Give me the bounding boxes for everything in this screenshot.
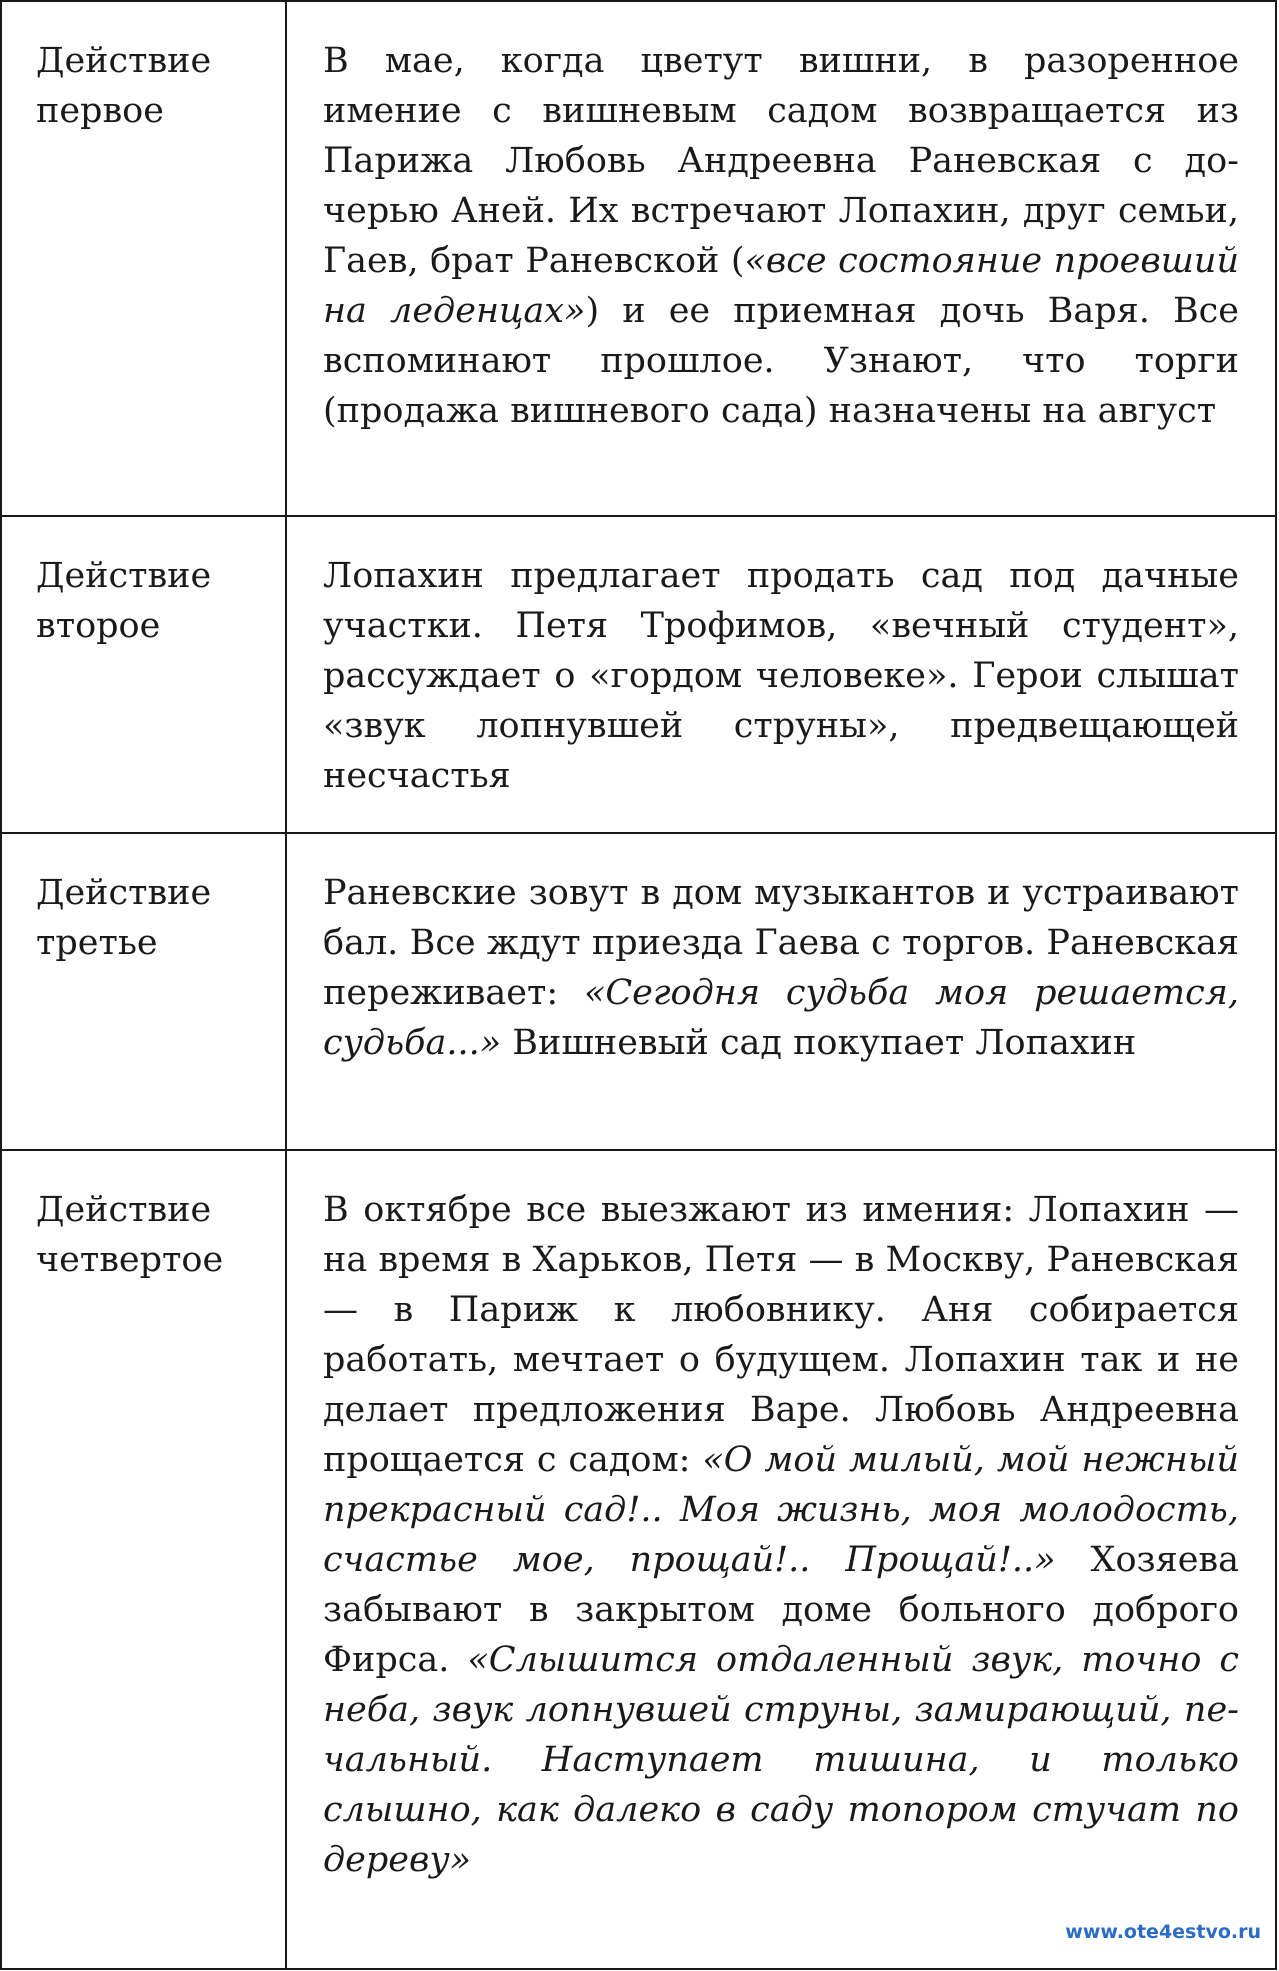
summary-segment: В октябре все выезжают из имения: Лопахин — на время в Харьков, Петя — в Москву, Раневская — в Париж к любовнику. Аня собирается работать, мечтает о будущем. Лопахин так и не делает предложения Варе. Любовь Андреевна прощается с садом: (323, 1190, 1239, 1480)
act-summary (287, 834, 1275, 1098)
summary-segment: Вишневый сад покупает Лопахин (501, 1023, 1137, 1063)
act-summary-cell (286, 1150, 1276, 1969)
table-row (1, 833, 1276, 1150)
table-row (1, 1, 1276, 516)
quotation-segment: «Сегодня судьба моя решается, судьба...» (323, 973, 1240, 1063)
act-name-cell (1, 516, 286, 833)
act-name-cell (1, 1150, 286, 1969)
act-summary (287, 1151, 1275, 1915)
quotation-segment: «Слышится отдаленный звук, точно с неба, звук лопнувшей струны, замирающий, печальный. Наступает тишина, и только слышно, как далеко в саду топором стучат по дереву» (323, 1640, 1239, 1880)
summary-segment: В мае, когда цветут вишни, в разоренное имение с вишневым садом возвращается из Парижа Любовь Андреевна Раневская с дочерью Аней. Их встречают Лопахин, друг семьи, Гаев, брат Раневской ( (323, 41, 1239, 281)
act-name-cell (1, 1, 286, 516)
act-label: Действие третье (36, 873, 212, 963)
summary-segment: ) и ее приемная дочь Варя. Все вспоминают прошлое. Узнают, что торги (продажа вишневого сада) назначены на август (323, 291, 1240, 431)
act-summary-cell (286, 1, 1276, 516)
act-summary-cell (286, 833, 1276, 1150)
act-summary (287, 2, 1275, 466)
quotation-segment: «О мой милый, мой нежный прекрасный сад!.. Моя жизнь, моя молодость, счастье мое, прощай!.. Прощай!..» (323, 1440, 1240, 1580)
act-label: Действие первое (36, 41, 212, 131)
act-label: Действие четвертое (36, 1190, 224, 1280)
act-summary (287, 517, 1275, 831)
quotation-segment: «все состояние проевший на леденцах» (323, 241, 1239, 331)
act-label: Действие второе (36, 556, 212, 646)
table-row (1, 1150, 1276, 1969)
summary-segment: Раневские зовут в дом музыкантов и устраивают бал. Все ждут приезда Гаева с торгов. Раневская переживает: (323, 873, 1239, 1013)
table-row (1, 516, 1276, 833)
site-watermark: www.ote4estvo.ru (1061, 1919, 1265, 1945)
act-name-cell (1, 833, 286, 1150)
summary-segment: Хозяева забывают в закрытом доме больного доброго Фирса. (323, 1540, 1239, 1680)
act-summary-cell (286, 516, 1276, 833)
summary-segment: Лопахин предлагает продать сад под дачные участки. Петя Трофимов, «вечный студент», рассуждает о «гордом человеке». Герои слышат «звук лопнувшей струны», предвещающей несчастья (323, 556, 1239, 796)
